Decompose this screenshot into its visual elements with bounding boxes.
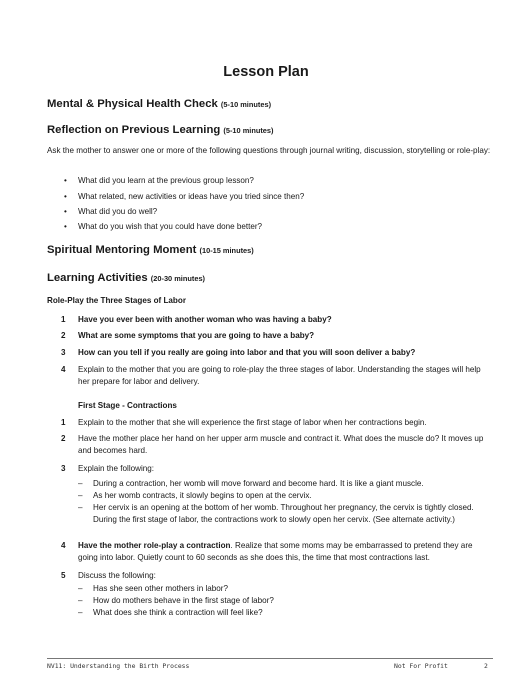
bullet-icon: • — [64, 176, 67, 185]
footer-notice: Not For Profit — [394, 662, 448, 670]
item-number: 4 — [61, 365, 66, 374]
numbered-item — [61, 433, 493, 458]
heading-text: Learning Activities — [47, 272, 148, 284]
item-text: Explain to the mother that you are going to role-play the three stages of labor. Understanding the stages will help her prepare for labor and delivery. — [78, 365, 481, 387]
dash-icon: – — [78, 491, 83, 500]
dash-icon: – — [78, 596, 83, 605]
numbered-item — [61, 570, 493, 582]
item-text: Have the mother place her hand on her upper arm muscle and contract it. What does the muscle do? It moves up and becomes hard. — [78, 434, 484, 456]
reflection-intro: Ask the mother to answer one or more of the following questions through journal writing, discussion, storytelling or role-play: — [47, 146, 491, 155]
sub-list-item: – How do mothers behave in the first stage of labor? — [78, 595, 493, 607]
item-text: Discuss the following: — [78, 571, 156, 580]
numbered-item — [61, 540, 493, 565]
sub-list-item: – During a contraction, her womb will move forward and become hard. It is like a giant muscle. — [78, 478, 493, 490]
heading-duration: (20-30 minutes) — [150, 274, 206, 283]
dash-icon: – — [78, 584, 83, 593]
numbered-item — [61, 330, 493, 342]
item-text: Explain to the mother that she will experience the first stage of labor when her contractions begin. — [78, 418, 427, 427]
item-number: 5 — [61, 571, 66, 580]
section-heading-spiritual — [47, 244, 254, 256]
dash-icon: – — [78, 608, 83, 617]
document-page: Lesson Plan Mental & Physical Health Check (5-10 minutes) Reflection on Previous Learning (5-10 minutes) Ask the mother to answer one or more of the following questions through journal writing, discussion, storytelling or role-play: • What did you learn at the previous group lesson? • What related, new activities or ideas have you tried since then? • What did you do well? • What do you wish that you could have done better? Spiritual Mentoring Moment (10-15 minutes) Learning Activities (20-30 minutes) Role-Play the Three Stages of Labor 1 Have you ever been with another woman who was having a baby? 2 What are some symptoms that you are going to have a baby? 3 How can you tell if you really are going into labor and that you will soon deliver a baby? 4 Explain to the mother that you are going to role-play the three stages of labor. Understanding the stages will help her prepare for labor and delivery. First Stage - Contractions 1 Explain to the mother that she will experience the first stage of labor when her contractions begin. 2 Have the mother place her hand on her upper arm muscle and contract it. What does the muscle do? It moves up and becomes hard. 3 Explain the following: – During a contraction, her womb will move forward and become hard. It is like a giant muscle. – As her womb contracts, it slowly begins to open at the cervix. – Her cervix is an opening at the bottom of her womb. Throughout her pregnancy, the cervix is tightly closed. During the first stage of labor, the contractions work to slowly open her cervix. (See alternate activity.) 4 Have the mother role-play a contraction. Realize that some moms may be embarrassed to pretend they are going into labor. Quietly count to 60 seconds as she does this, the time that most contractions last. 5 Discuss the following: – Has she seen other mothers in labor? – How do mothers behave in the first stage of labor? – What does she think a contraction will feel like? NV11: Understanding the Birth Process Not For Profit 2 — [0, 0, 532, 688]
page-title: Lesson Plan — [223, 64, 309, 80]
section-heading-reflection — [47, 124, 274, 136]
footer-doc-title: NV11: Understanding the Birth Process — [47, 662, 190, 670]
sub-list-item: – Has she seen other mothers in labor? — [78, 583, 493, 595]
item-number: 3 — [61, 464, 66, 473]
heading-text: Mental & Physical Health Check — [47, 98, 218, 110]
numbered-item — [61, 314, 493, 326]
item-bold-text: Have the mother role-play a contraction — [78, 541, 231, 550]
item-rest-text: . Realize that some moms may be embarrassed to pretend they are going into labor. Quietly count to 60 seconds as she does this, the time that most contractions last. — [78, 541, 473, 563]
heading-text: Spiritual Mentoring Moment — [47, 244, 197, 256]
item-text: How can you tell if you really are going into labor and that you will soon deliver a baby? — [78, 348, 416, 357]
footer-divider — [47, 658, 493, 659]
sub-list-item: – What does she think a contraction will feel like? — [78, 607, 493, 619]
item-text: Have you ever been with another woman who was having a baby? — [78, 315, 332, 324]
activity-title: Role-Play the Three Stages of Labor — [47, 296, 186, 305]
heading-duration: (10-15 minutes) — [199, 246, 254, 255]
heading-duration: (5-10 minutes) — [220, 100, 272, 109]
item-text: Explain the following: — [78, 464, 155, 473]
footer-page-number: 2 — [484, 662, 488, 670]
item-text: What are some symptoms that you are going to have a baby? — [78, 331, 315, 340]
item-text — [78, 540, 493, 565]
sub-list-item: – Her cervix is an opening at the bottom of her womb. Throughout her pregnancy, the cervix is tightly closed. During the first stage of labor, the contractions work to slowly open her cervix. (See alternate activity.) — [78, 503, 474, 525]
item-number: 2 — [61, 434, 66, 443]
sub-list-item: – As her womb contracts, it slowly begins to open at the cervix. — [78, 490, 493, 502]
heading-text: Reflection on Previous Learning — [47, 124, 221, 136]
bullet-icon: • — [64, 222, 67, 231]
section-heading-health — [47, 98, 271, 110]
dash-icon: – — [78, 479, 83, 488]
section-heading-learning — [47, 272, 205, 284]
numbered-item — [61, 417, 493, 429]
item-number: 1 — [61, 315, 66, 324]
bullet-icon: • — [64, 192, 67, 201]
item-number: 1 — [61, 418, 66, 427]
item-number: 4 — [61, 541, 66, 550]
heading-duration: (5-10 minutes) — [223, 126, 274, 135]
item-number: 3 — [61, 348, 66, 357]
numbered-item — [61, 364, 493, 389]
numbered-item — [61, 463, 493, 475]
numbered-item — [61, 347, 493, 359]
dash-icon: – — [78, 503, 83, 512]
item-number: 2 — [61, 331, 66, 340]
bullet-icon: • — [64, 207, 67, 216]
stage-title: First Stage - Contractions — [78, 401, 177, 410]
